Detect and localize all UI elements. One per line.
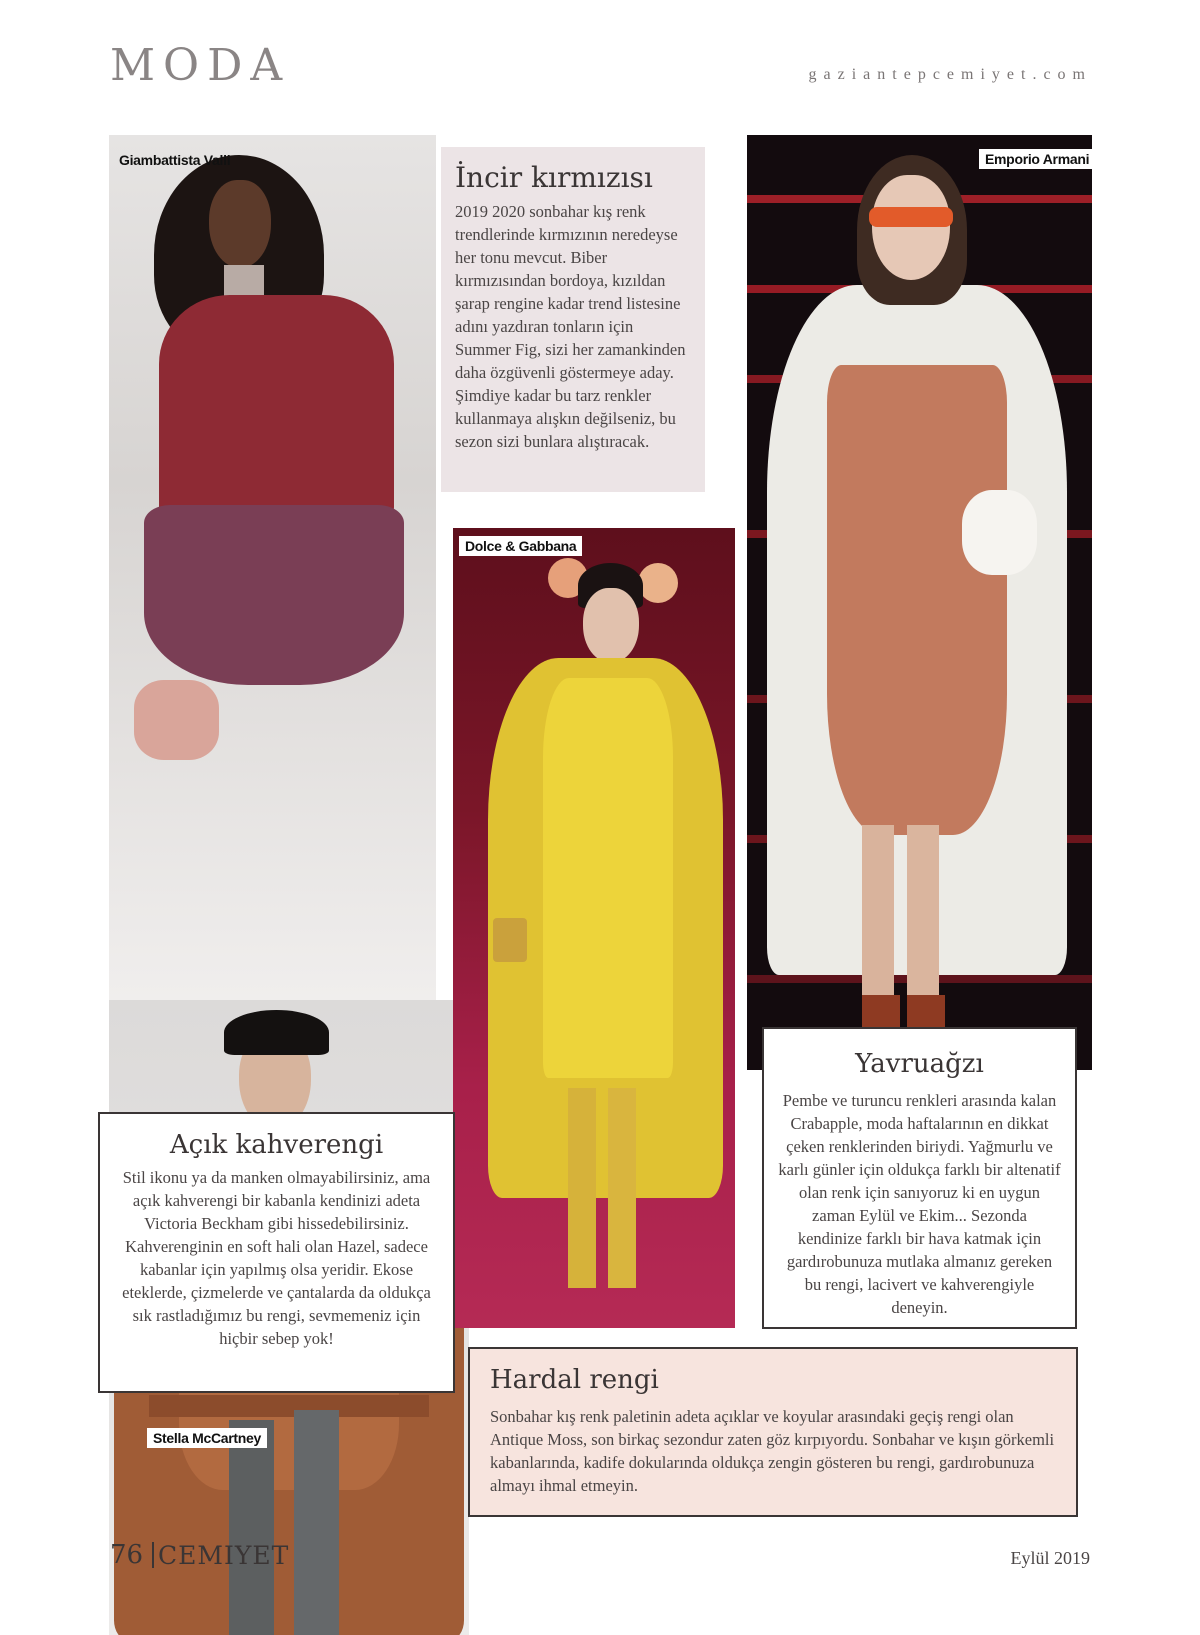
article-title: İncir kırmızısı [455, 161, 653, 194]
article-body: Stil ikonu ya da manken olmayabilirsiniz, ama açık kahverengi bir kabanla kendinizi adeta Victoria Beckham gibi hissedebilirsiniz. Kahverenginin en soft hali olan Hazel, sadece kabanlar için yapılmış olsa yeridir. Ekose eteklerde, çizmelerde ve çantalarda da oldukça sık rastladığımız bu rengi, sevmemeniz için hiçbir sebep yok! [122, 1168, 431, 1348]
issue-date: Eylül 2019 [1010, 1548, 1090, 1568]
article-body: 2019 2020 sonbahar kış renk trendlerinde kırmızının neredeyse her tonu mevcut. Biber kırmızısından bordoya, kızıldan şarap rengine kadar trend listesine adını yazdıran tonların için Summer Fig, sizi her zamankinden daha özgüvenli göstermeye aday. Şimdiye kadar bu tarz renkler kullanmaya alışkın değilseniz, bu sezon sizi bunlara alıştıracak. [455, 202, 686, 451]
photo-label-dg: Dolce & Gabbana [459, 536, 582, 556]
article-acik-kahverengi [98, 1112, 455, 1393]
section-title: MODA [110, 40, 291, 91]
article-body: Sonbahar kış renk paletinin adeta açıklar ve koyular arasındaki geçiş rengi olan Antique Moss, son birkaç sezondur zaten göz kırpıyordu. Sonbahar ve kışın görkemli kabanlarında, kadife dokularında oldukça zengin gösteren bu rengi, gardırobunuza almayı ihmal etmeyin. [490, 1407, 1055, 1495]
photo-label-armani: Emporio Armani [979, 149, 1095, 169]
footer-divider [152, 1542, 154, 1568]
website-url: gaziantepcemiyet.com [808, 66, 1092, 83]
photo-label-valli: Giambattista Valli [119, 152, 231, 168]
photo-giambattista-valli [109, 135, 436, 1000]
article-title: Hardal rengi [490, 1365, 659, 1395]
article-yavruagzi [762, 1027, 1077, 1329]
article-title: Açık kahverengi [169, 1130, 384, 1160]
article-body: Pembe ve turuncu renkleri arasında kalan Crabapple, moda haftalarının en dikkat çeken renklerinden biriydi. Yağmurlu ve karlı günler için oldukça farklı bir altenatif olan renk için sanıyoruz ki en uygun zaman Eylül ve Ekim... Sezonda kendinize farklı bir hava katmak için gardırobunuza mutlaka almanız gereken bu rengi, lacivert ve kahverengiyle deneyin. [778, 1091, 1061, 1317]
photo-dolce-gabbana [453, 528, 735, 1328]
page-number: 76 [110, 1540, 144, 1570]
article-incir-kirmizisi [441, 147, 705, 492]
photo-emporio-armani [747, 135, 1092, 1070]
magazine-brand: CEMIYET [158, 1541, 290, 1570]
article-title: Yavruağzı [855, 1049, 984, 1079]
photo-label-mccartney: Stella McCartney [147, 1428, 267, 1448]
article-hardal-rengi [468, 1347, 1078, 1517]
